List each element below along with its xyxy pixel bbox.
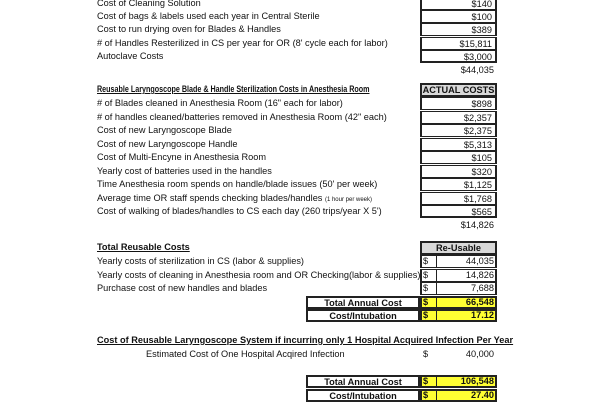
cost-row: Average time OR staff spends checking blades/handles (1 hour per week) $1,768 bbox=[97, 192, 497, 205]
cost-per-intubation: Cost/Intubation $ 17.12 bbox=[97, 309, 497, 322]
cost-row: Cost of new Laryngoscope Blade $2,375 bbox=[97, 124, 497, 137]
section-title: Reusable Laryngoscope Blade & Handle Sterilization Costs in Anesthesia Room bbox=[97, 84, 370, 94]
section-header: Cost of Reusable Laryngoscope System if incurring only 1 Hospital Acquired Infection Per Year bbox=[97, 335, 514, 345]
cost-per-intubation: Cost/Intubation $ 27.40 bbox=[97, 389, 497, 402]
cost-row: Cost of bags & labels used each year in Central Sterile $100 bbox=[97, 10, 497, 23]
anesthesia-total: $14,826 bbox=[460, 219, 494, 230]
cost-row: Cost of Cleaning Solution $140 bbox=[97, 0, 497, 10]
cost-row: Cost to run drying oven for Blades & Handles $389 bbox=[97, 23, 497, 36]
cost-row: Time Anesthesia room spends on handle/blade issues (50' per week) $1,125 bbox=[97, 178, 497, 191]
total-annual-cost: Total Annual Cost $ 106,548 bbox=[97, 375, 497, 388]
cost-row: # of Handles Resterilized in CS per year for OR (8' cycle each for labor) $15,811 bbox=[97, 37, 497, 50]
cost-row: Cost of Multi-Encyne in Anesthesia Room $105 bbox=[97, 151, 497, 164]
cs-total: $44,035 bbox=[460, 64, 494, 75]
cost-row: Yearly cost of batteries used in the handles $320 bbox=[97, 165, 497, 178]
cost-row: Yearly costs of sterilization in CS (labor & supplies) $ 44,035 bbox=[97, 255, 497, 268]
cost-row: Cost of walking of blades/handles to CS each day (260 trips/year X 5') $565 bbox=[97, 205, 497, 218]
cost-row: # of handles cleaned/batteries removed in Anesthesia Room (42" each) $2,357 bbox=[97, 111, 497, 124]
cost-row: Autoclave Costs $3,000 bbox=[97, 50, 497, 63]
cost-row: Estimated Cost of One Hospital Acqired Infection $ 40,000 bbox=[146, 349, 494, 359]
cost-row: # of Blades cleaned in Anesthesia Room (16" each for labor) $898 bbox=[97, 97, 497, 110]
total-annual-cost: Total Annual Cost $ 66,548 bbox=[97, 296, 497, 309]
cost-row: Purchase cost of new handles and blades $ 7,688 bbox=[97, 282, 497, 295]
section-header: Total Reusable Costs Re-Usable bbox=[97, 241, 497, 254]
cost-row: Cost of new Laryngoscope Handle $5,313 bbox=[97, 138, 497, 151]
cost-row: Yearly costs of cleaning in Anesthesia room and OR Checking(labor & supplies) $ 14,826 bbox=[97, 269, 497, 282]
section-header: Reusable Laryngoscope Blade & Handle Sterilization Costs in Anesthesia Room ACTUAL COSTS bbox=[97, 83, 497, 96]
